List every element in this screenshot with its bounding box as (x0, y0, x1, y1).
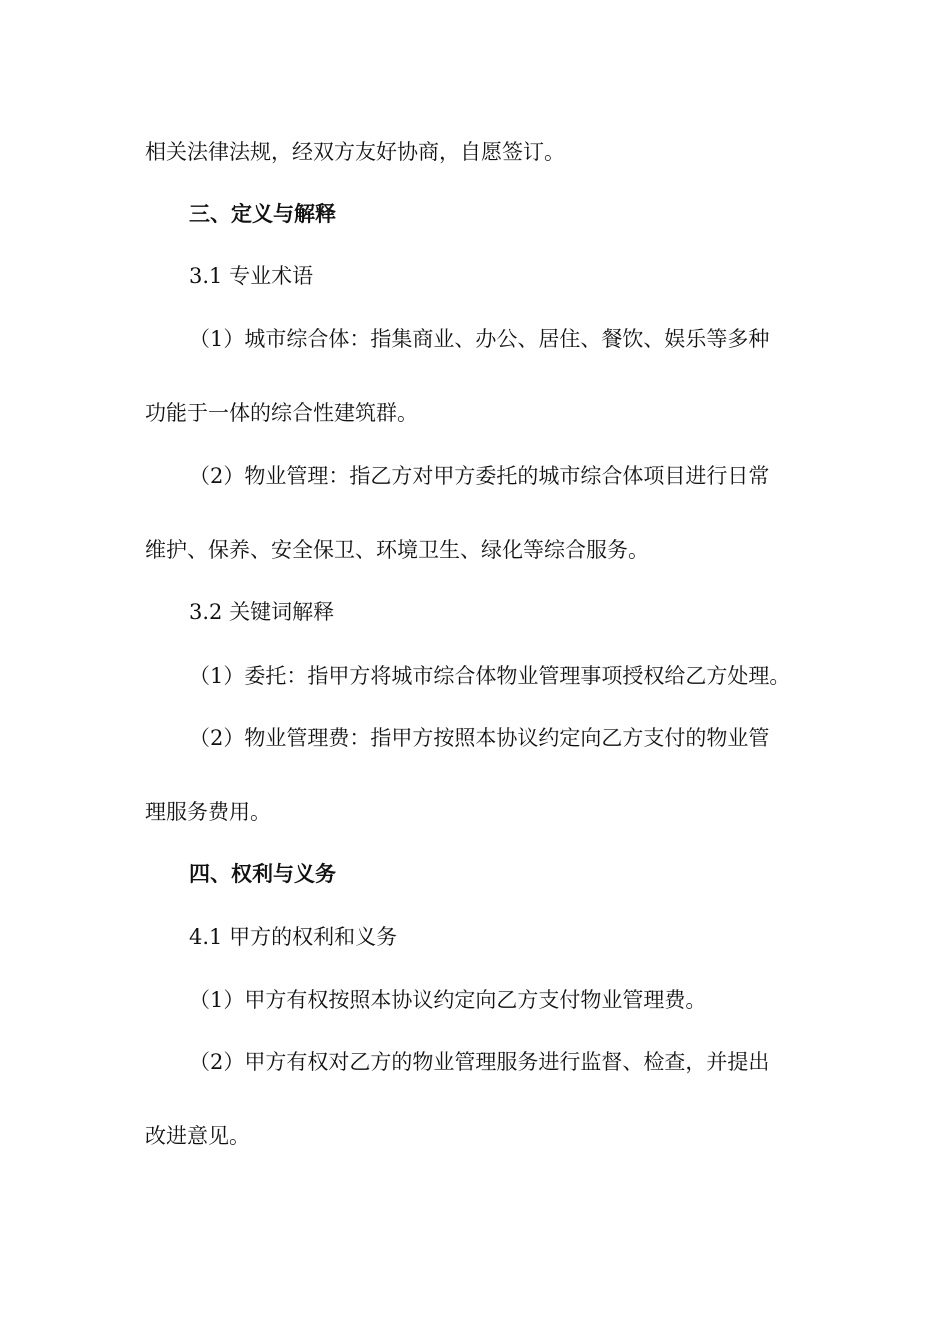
section-heading-4: 四、权利与义务 (189, 861, 336, 886)
keyword-item-2-continued: 理服务费用。 (145, 800, 271, 824)
keyword-item-1: （1）委托：指甲方将城市综合体物业管理事项授权给乙方处理。 (189, 664, 791, 688)
rights-item-1: （1）甲方有权按照本协议约定向乙方支付物业管理费。 (189, 988, 707, 1012)
keyword-item-2: （2）物业管理费：指甲方按照本协议约定向乙方支付的物业管 (189, 726, 770, 750)
rights-item-2-continued: 改进意见。 (145, 1124, 250, 1148)
definition-item-1-continued: 功能于一体的综合性建筑群。 (145, 401, 418, 425)
rights-item-2: （2）甲方有权对乙方的物业管理服务进行监督、检查，并提出 (189, 1050, 770, 1074)
definition-item-2: （2）物业管理：指乙方对甲方委托的城市综合体项目进行日常 (189, 464, 770, 488)
subsection-heading-3-1: 3.1 专业术语 (189, 264, 314, 288)
definition-item-2-continued: 维护、保养、安全保卫、环境卫生、绿化等综合服务。 (145, 538, 649, 562)
subsection-heading-4-1: 4.1 甲方的权利和义务 (189, 925, 398, 949)
section-heading-3: 三、定义与解释 (189, 201, 336, 226)
definition-item-1: （1）城市综合体：指集商业、办公、居住、餐饮、娱乐等多种 (189, 327, 770, 351)
paragraph-continuation: 相关法律法规，经双方友好协商，自愿签订。 (145, 140, 565, 164)
subsection-heading-3-2: 3.2 关键词解释 (189, 600, 335, 624)
